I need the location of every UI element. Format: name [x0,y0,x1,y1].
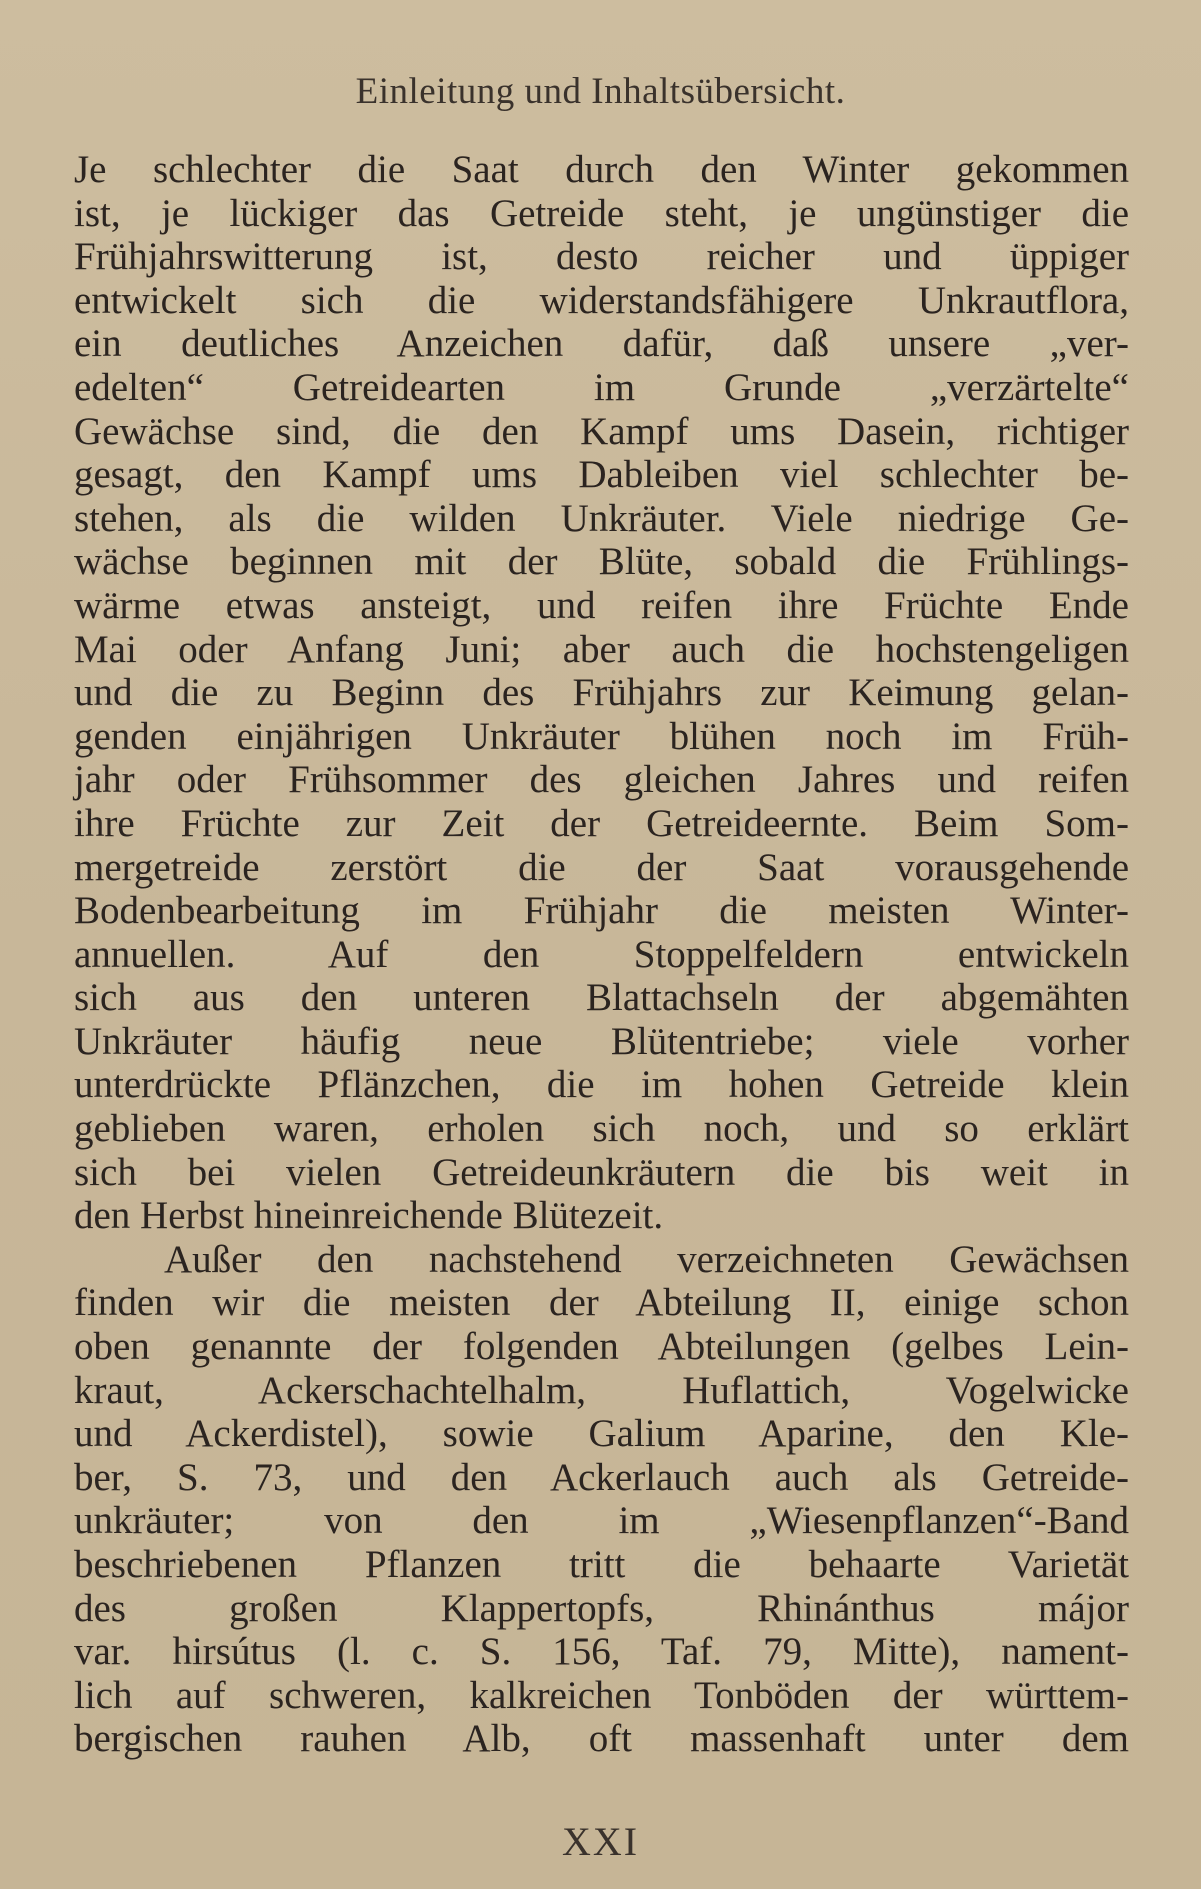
text-line: Unkräuter häufig neue Blütentriebe; viele vorher [74,1019,1129,1063]
text-line: mergetreide zerstört die der Saat vorausgehende [74,845,1129,889]
text-line: gesagt, den Kampf ums Dableiben viel schlechter be- [74,453,1129,497]
text-line: wächse beginnen mit der Blüte, sobald die Frühlings- [74,540,1129,584]
text-line: genden einjährigen Unkräuter blühen noch im Früh- [74,714,1129,758]
text-line: unkräuter; von den im „Wiesenpflanzen“-Band [74,1499,1129,1543]
running-head: Einleitung und Inhaltsübersicht. [355,71,846,112]
text-line: edelten“ Getreidearten im Grunde „verzärtelte“ [74,365,1129,409]
text-line: unterdrückte Pflänzchen, die im hohen Getreide klein [74,1063,1129,1107]
text-line: jahr oder Frühsommer des gleichen Jahres und reifen [74,758,1129,802]
text-line: und Ackerdistel), sowie Galium Aparine, den Kle- [74,1412,1129,1456]
text-line: Je schlechter die Saat durch den Winter gekommen [74,148,1129,191]
text-line: annuellen. Auf den Stoppelfeldern entwickeln [74,932,1129,976]
paragraph-start-line: Außer den nachstehend verzeichneten Gewächsen [164,1237,1129,1281]
text-line: des großen Klappertopfs, Rhinánthus májor [74,1586,1129,1630]
text-line: wärme etwas ansteigt, und reifen ihre Früchte Ende [74,583,1129,627]
text-line: finden wir die meisten der Abteilung II, einige schon [74,1281,1129,1325]
body-text [74,148,1129,1761]
text-line: ber, S. 73, und den Ackerlauch auch als Getreide- [74,1455,1129,1499]
text-line: bergischen rauhen Alb, oft massenhaft unter dem [74,1717,1129,1761]
text-line: Frühjahrswitterung ist, desto reicher und üppiger [74,235,1129,279]
text-line: beschriebenen Pflanzen tritt die behaarte Varietät [74,1543,1129,1586]
text-line: Bodenbearbeitung im Frühjahr die meisten Winter- [74,889,1129,933]
text-line: sich aus den unteren Blattachseln der abgemähten [74,976,1129,1020]
text-line: oben genannte der folgenden Abteilungen (gelbes Lein- [74,1325,1129,1369]
text-line: ihre Früchte zur Zeit der Getreideernte. Beim Som- [74,801,1129,845]
text-line: ist, je lückiger das Getreide steht, je ungünstiger die [74,191,1129,235]
text-line: Mai oder Anfang Juni; aber auch die hochstengeligen [74,627,1129,671]
text-line: kraut, Ackerschachtelhalm, Huflattich, Vogelwicke [74,1368,1129,1412]
text-line: lich auf schweren, kalkreichen Tonböden der württem- [74,1673,1129,1717]
paragraph-end-line: den Herbst hineinreichende Blütezeit. [74,1194,664,1238]
text-line: geblieben waren, erholen sich noch, und so erklärt [74,1107,1129,1151]
text-line: stehen, als die wilden Unkräuter. Viele niedrige Ge- [74,496,1129,540]
text-line: und die zu Beginn des Frühjahrs zur Keimung gelan- [74,671,1129,715]
text-line: ein deutliches Anzeichen dafür, daß unsere „ver- [74,322,1129,366]
text-line: Gewächse sind, die den Kampf ums Dasein, richtiger [74,409,1129,453]
text-line: var. hirsútus (l. c. S. 156, Taf. 79, Mitte), nament- [74,1630,1129,1674]
text-line: sich bei vielen Getreideunkräutern die bis weit in [74,1150,1129,1194]
page-number: XXI [561,1819,640,1864]
text-line: entwickelt sich die widerstandsfähigere Unkrautflora, [74,278,1129,322]
